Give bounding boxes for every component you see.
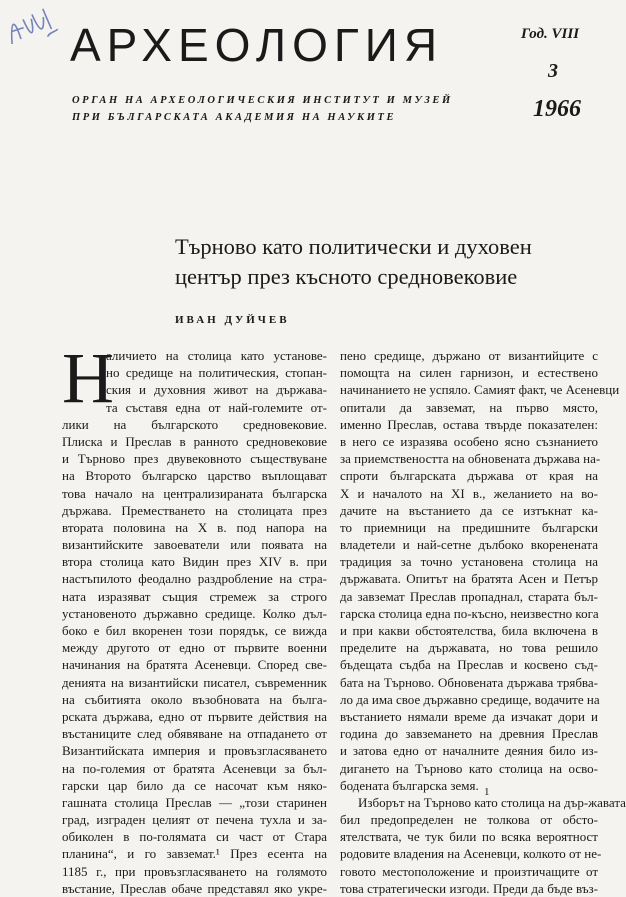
- journal-subtitle-line1: ОРГАН НА АРХЕОЛОГИЧЕСКИЯ ИНСТИТУТ И МУЗЕЙ: [72, 95, 453, 106]
- article-author: ИВАН ДУЙЧЕВ: [175, 314, 290, 326]
- text-line: това начало на централизираната българска: [62, 485, 327, 501]
- text-line: и при какви обстоятелства, била включена в: [340, 623, 598, 638]
- text-line: за приемствеността на обновената държава на-: [340, 451, 601, 467]
- article-title-line2: център през късното средновековие: [175, 264, 518, 289]
- text-line: начинания на братята Асеневци. Според све-: [62, 657, 327, 673]
- left-text-column: [62, 338, 327, 897]
- signature-scribble-icon: [0, 0, 63, 55]
- text-line: да завземат Преслав пропаднал, старата бъл-: [340, 588, 598, 604]
- text-line: традиция за точно установена столица на: [340, 554, 598, 570]
- text-line: 1185 г., при провъзгласяването на голямото: [62, 863, 327, 879]
- text-line: денията на византийски писател, съвременник: [62, 674, 327, 690]
- text-line: на Второто българско царство въплощават: [62, 468, 327, 484]
- text-line: бата на Търново. Обновената държава трябва-: [340, 674, 598, 690]
- drop-cap: Н: [62, 338, 114, 418]
- article-title: [175, 232, 575, 292]
- text-line: бил предопределен не толкова от обсто-: [340, 812, 598, 828]
- text-line: и Търново през двувековното съществуване: [62, 451, 327, 467]
- volume-year-label: Год. VIII: [521, 26, 580, 42]
- text-line: установеното държавно средище. Колко дъл-: [62, 605, 327, 621]
- handwritten-stamp: [0, 1, 59, 54]
- text-line: в него се изразява особено ясно съзнанието: [340, 433, 598, 449]
- text-line: ския и духовния живот на държава-: [106, 382, 327, 398]
- text-line: начинанието не успяло. Самият факт, че Асеневци: [340, 382, 620, 398]
- text-line: пено средище, държано от византийците с: [340, 348, 598, 363]
- text-line: Византийската империя и провъзгласяването: [62, 743, 327, 759]
- text-line: държавата. Опитът на братята Асен и Петър: [340, 571, 598, 587]
- article-title-line1: Търново като политически и духовен: [175, 234, 532, 259]
- text-line: между другото от едно от първите военни: [62, 640, 327, 656]
- text-line: ятелствата, че тук били по всяка вероятност: [340, 829, 598, 845]
- text-line: дачите на въстанието да се изтъкнат ка-: [340, 502, 598, 518]
- journal-title: АРХЕОЛОГИЯ: [70, 19, 444, 71]
- journal-subtitle-line2: ПРИ БЪЛГАРСКАТА АКАДЕМИЯ НА НАУКИТЕ: [72, 112, 397, 123]
- text-line: то приемници на предишните български: [340, 519, 598, 535]
- text-line: това стратегически изгоди. Преди да бъде въз-: [340, 880, 598, 896]
- text-line: помощта на силен гарнизон, и естествено: [340, 365, 598, 381]
- text-line: втората половина на X в. под напора на: [62, 519, 327, 535]
- text-line: лики на българското средновековие.: [62, 416, 327, 432]
- text-line: обиколен в по-голямата си част от Стара: [62, 829, 327, 845]
- text-line: X и началото на XI в., желанието на во-: [340, 485, 598, 501]
- text-line: но средище на политическия, стопан-: [106, 365, 327, 381]
- right-text-column: [340, 347, 626, 897]
- text-line: бъдещата съдба на Преслав и косвено съд-: [340, 657, 598, 673]
- text-line: въстаниците след обявяване на отпадането от: [62, 726, 327, 742]
- text-line: гарски цар било да се насочат към няко-: [62, 777, 327, 793]
- issue-year: 1966: [533, 96, 581, 122]
- text-line: рската държава, едно от първите действия на: [62, 708, 327, 724]
- text-line: спроти българската държава от края на: [340, 468, 598, 484]
- text-line: и затова едно от началните деяния било из-: [340, 743, 598, 759]
- text-line: та съставя една от най-големите от-: [106, 399, 327, 415]
- text-line: аличието на столица като установе-: [106, 348, 327, 363]
- text-line: град, изграден целият от печена тухла и за-: [62, 812, 327, 828]
- text-line: владетели и най-сетне дълбоко вкоренената: [340, 537, 598, 553]
- text-line: пределите на държавата, но това решило: [340, 640, 598, 656]
- text-line: въстанието нямали време да изчакат дори и: [340, 708, 598, 724]
- text-line: планина“, и го завземат.¹ През есента на: [62, 846, 327, 862]
- text-line: византийските завоеватели или появата на: [62, 537, 327, 553]
- text-line: Плиска и Преслав в ранното средновековие: [62, 433, 327, 449]
- text-line: дигането на Търново като столица на осво-: [340, 760, 598, 776]
- text-line: въстание, Преслав обаче представял яко укре-: [62, 880, 327, 896]
- text-line: Изборът на Търново като столица на дър-жавата: [358, 794, 626, 810]
- issue-number: 3: [548, 60, 558, 82]
- text-line: на по-големия от братята Асеневци за бъл-: [62, 760, 327, 776]
- text-line: боко е бил вкоренен този порядък, се вижда: [62, 623, 327, 638]
- text-line: гашната столица Преслав — „този старинен: [62, 794, 327, 810]
- text-line: гарска столица една по-късно, неизвестно кога: [340, 605, 599, 621]
- text-line: говото местоположение и произтичащите от: [340, 863, 598, 879]
- text-line: държава. Преместването на столицата през: [62, 502, 327, 518]
- text-line: настъпилото феодално раздробление на стра-: [62, 571, 327, 587]
- text-line: втора столица като Видин през XIV в. при: [62, 554, 327, 570]
- text-line: родовите владения на Асеневци, колкото от не-: [340, 846, 602, 862]
- text-line: ло да има свое държавно средище, водачите на: [340, 691, 600, 707]
- text-line: ната изразяват същия стремеж за строго: [62, 588, 327, 604]
- text-line: на събитията около възобновата на бълга-: [62, 691, 327, 707]
- text-line: бодената българска земя.: [340, 777, 479, 793]
- text-line: опитали да завземат, на първо място,: [340, 399, 598, 415]
- text-line: година до завземането на древния Преслав: [340, 726, 598, 742]
- page-number: 1: [484, 786, 490, 798]
- text-line: именно Преслав, остава твърде показателен:: [340, 416, 598, 432]
